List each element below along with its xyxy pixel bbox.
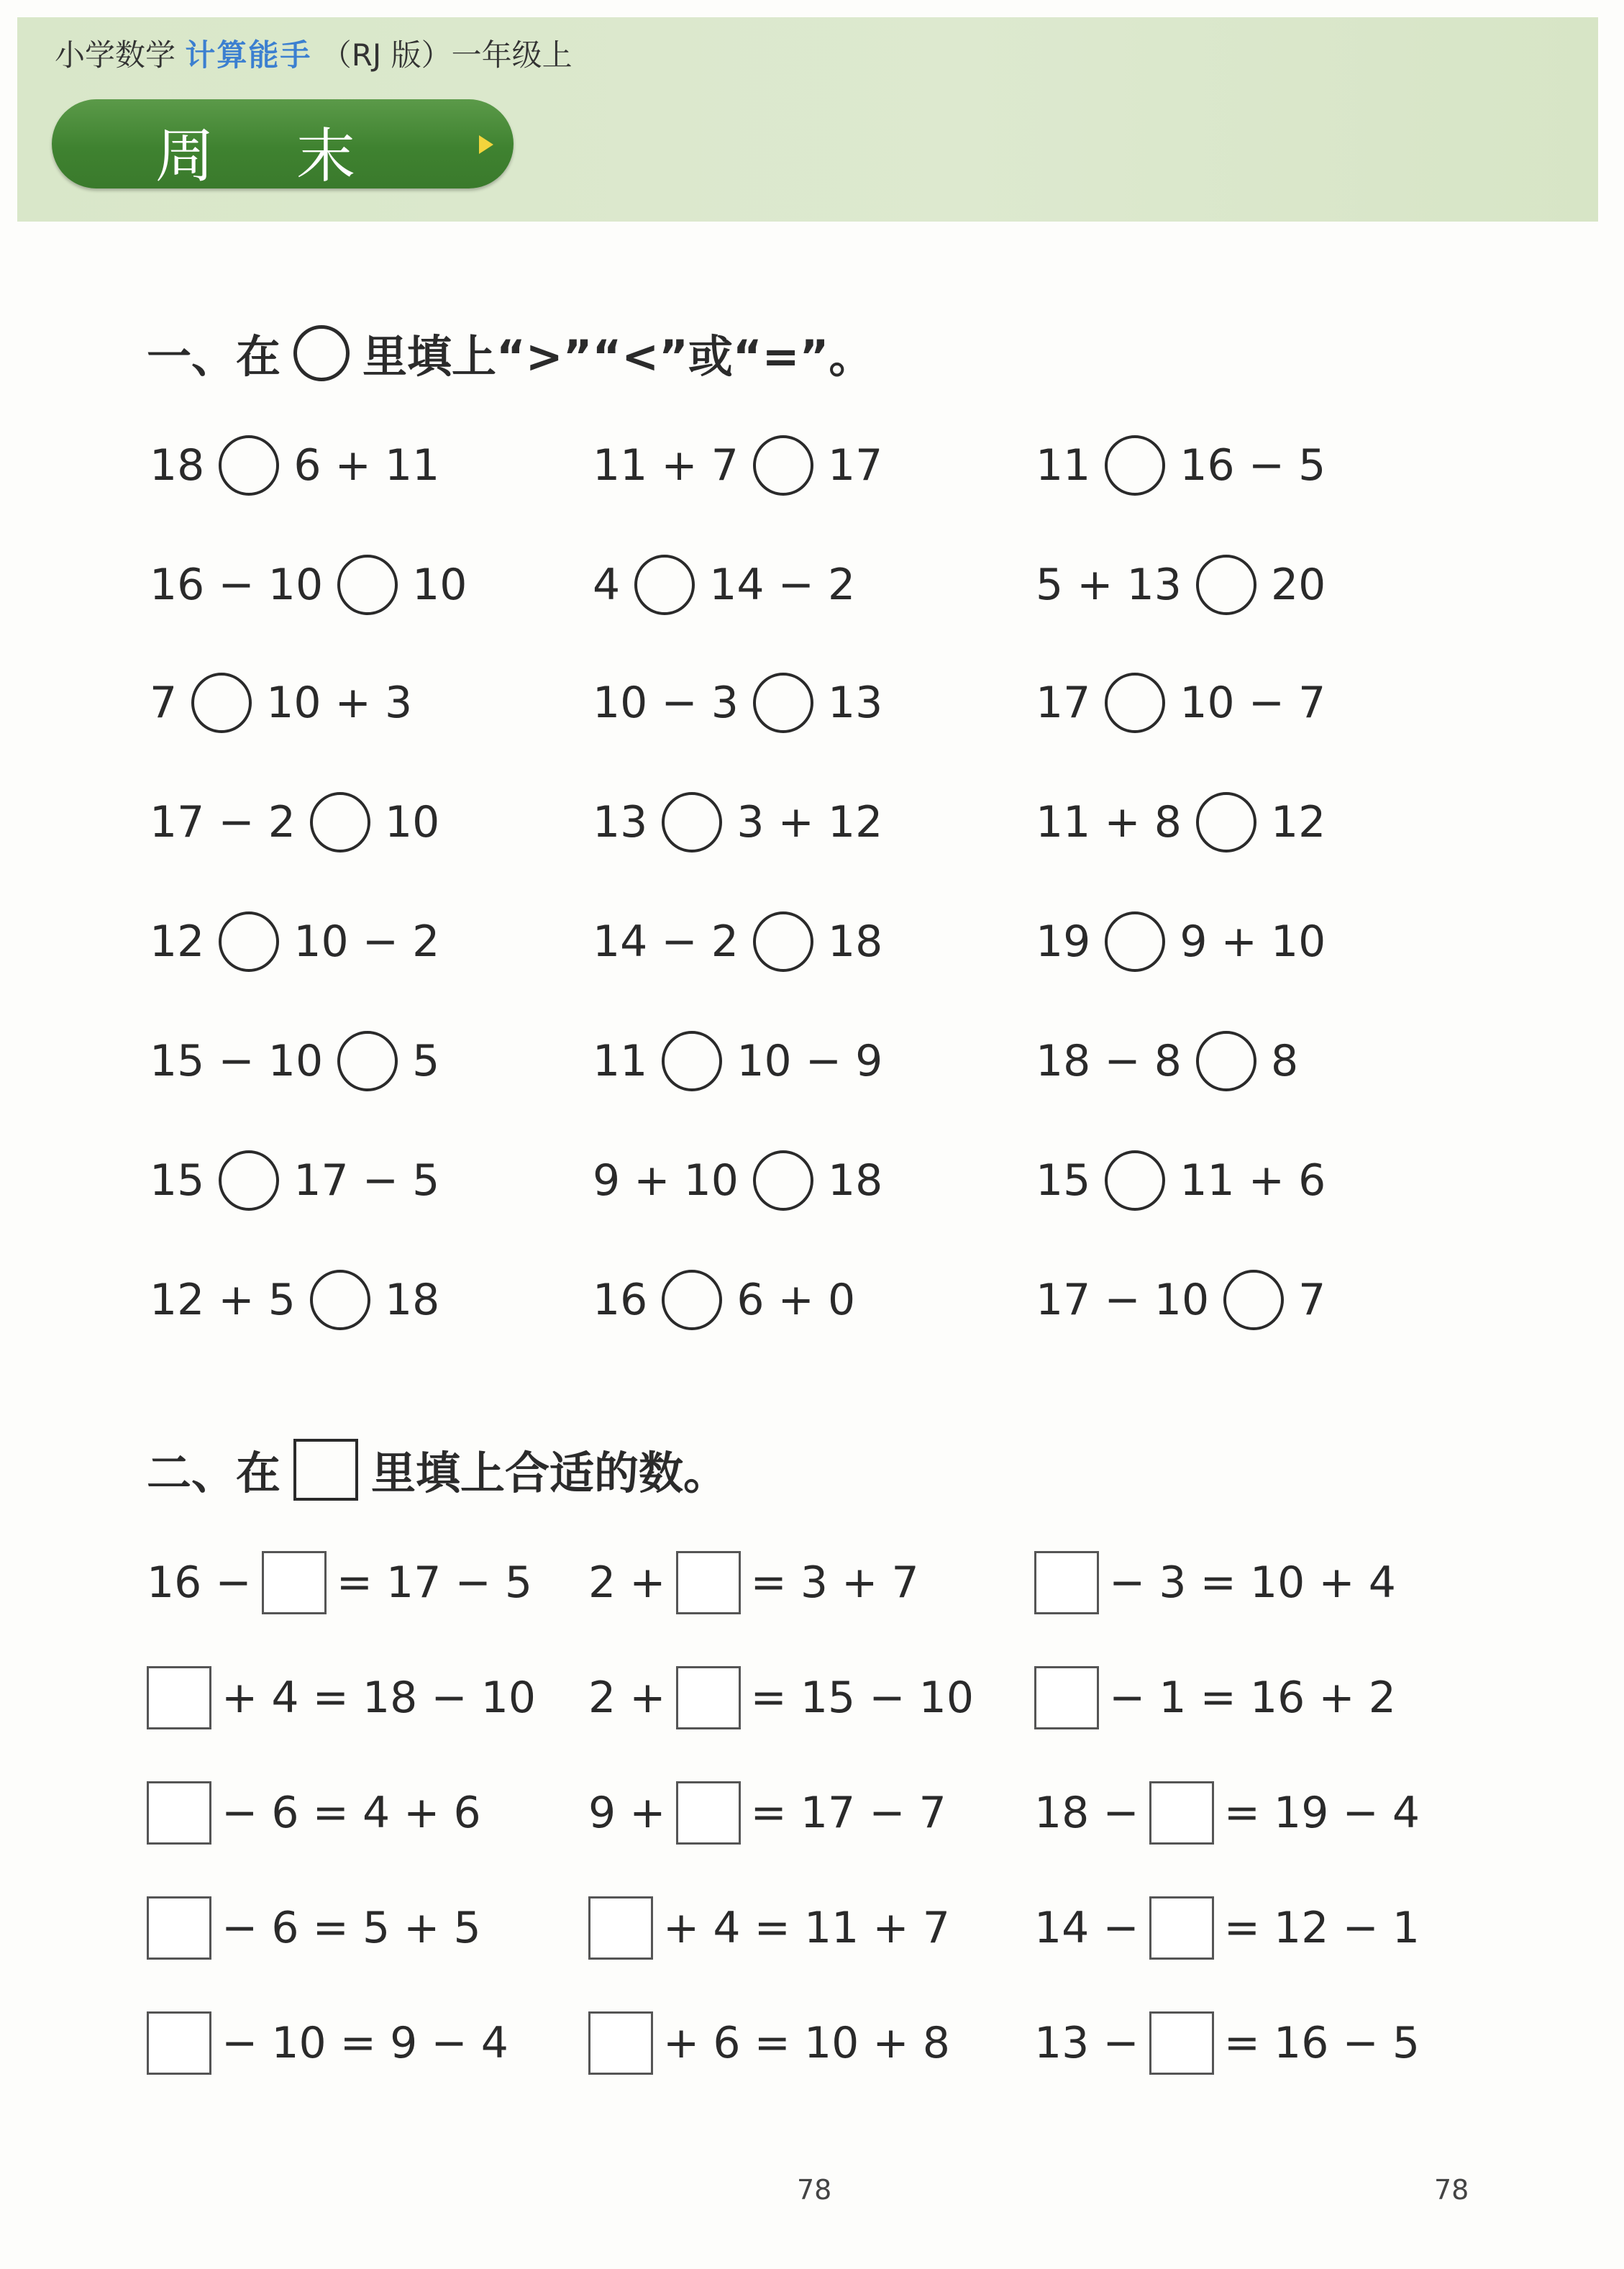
answer-circle[interactable] (1196, 792, 1256, 852)
comparison-right: 9 + 10 (1180, 917, 1326, 967)
comparison-item (593, 670, 882, 735)
comparison-left: 15 (150, 1155, 205, 1206)
answer-box[interactable] (1149, 2011, 1214, 2075)
comparison-right: 18 (827, 1155, 883, 1206)
comparison-left: 17 − 10 (1036, 1275, 1210, 1325)
fill-in-after: − 6 = 5 + 5 (222, 1903, 481, 1953)
comparison-left: 18 − 8 (1036, 1036, 1182, 1086)
comparison-right: 10 − 7 (1180, 678, 1326, 728)
fill-in-item (147, 1548, 532, 1617)
fill-in-item (1034, 1893, 1420, 1963)
fill-in-item (147, 1893, 481, 1963)
comparison-right: 18 (827, 917, 883, 967)
comparison-right: 5 (412, 1036, 440, 1086)
comparison-right: 3 + 12 (736, 797, 883, 847)
comparison-right: 11 + 6 (1180, 1155, 1326, 1206)
answer-box[interactable] (1149, 1896, 1214, 1960)
answer-circle[interactable] (1105, 673, 1165, 733)
comparison-left: 17 − 2 (150, 797, 296, 847)
answer-circle[interactable] (191, 673, 252, 733)
comparison-item (150, 670, 412, 735)
comparison-item (593, 433, 882, 498)
answer-box[interactable] (147, 1896, 211, 1960)
answer-box[interactable] (1034, 1551, 1099, 1614)
page-number: 78 (797, 2174, 832, 2206)
answer-circle[interactable] (219, 435, 279, 496)
comparison-left: 11 + 8 (1036, 797, 1182, 847)
comparison-right: 18 (384, 1275, 440, 1325)
answer-circle[interactable] (662, 1270, 722, 1330)
comparison-item (593, 1029, 882, 1093)
fill-in-after: = 3 + 7 (750, 1558, 919, 1608)
answer-box[interactable] (147, 1666, 211, 1729)
section1-title (147, 321, 873, 385)
comparison-item (150, 1268, 439, 1332)
comparison-right: 10 − 9 (736, 1036, 883, 1086)
comparison-left: 15 (1036, 1155, 1091, 1206)
comparison-item (1036, 553, 1326, 617)
section1-suffix: 里填上“>”“<”或“=”。 (362, 330, 874, 383)
fill-in-after: = 16 − 5 (1223, 2018, 1420, 2068)
section2-title (147, 1437, 728, 1501)
fill-in-item (147, 2009, 508, 2078)
comparison-left: 5 + 13 (1036, 560, 1182, 610)
fill-in-before: 14 − (1034, 1903, 1139, 1953)
answer-circle[interactable] (662, 1031, 722, 1091)
fill-in-after: = 15 − 10 (750, 1673, 974, 1723)
answer-circle[interactable] (1223, 1270, 1284, 1330)
fill-in-before: 18 − (1034, 1788, 1139, 1838)
circle-icon (293, 325, 350, 381)
fill-in-after: = 17 − 5 (336, 1558, 532, 1608)
answer-circle[interactable] (1105, 1150, 1165, 1211)
comparison-left: 17 (1036, 678, 1091, 728)
fill-in-item (1034, 1778, 1420, 1847)
comparison-left: 11 + 7 (593, 440, 739, 491)
fill-in-after: = 17 − 7 (750, 1788, 946, 1838)
comparison-item (150, 1029, 439, 1093)
play-arrow-icon (479, 135, 493, 154)
fill-in-item (588, 1893, 950, 1963)
comparison-item (1036, 670, 1326, 735)
comparison-item (150, 909, 439, 974)
answer-circle[interactable] (219, 911, 279, 972)
comparison-left: 10 − 3 (593, 678, 739, 728)
fill-in-before: 16 − (147, 1558, 252, 1608)
comparison-left: 16 − 10 (150, 560, 324, 610)
answer-circle[interactable] (1105, 911, 1165, 972)
answer-circle[interactable] (634, 555, 695, 615)
answer-circle[interactable] (310, 792, 370, 852)
fill-in-after: − 10 = 9 − 4 (222, 2018, 508, 2068)
answer-box[interactable] (1034, 1666, 1099, 1729)
answer-box[interactable] (588, 1896, 653, 1960)
comparison-item (593, 1268, 855, 1332)
comparison-item (1036, 790, 1326, 855)
comparison-left: 12 + 5 (150, 1275, 296, 1325)
comparison-item (1036, 433, 1326, 498)
fill-in-item (588, 1663, 974, 1732)
fill-in-item (147, 1663, 536, 1732)
comparison-left: 11 (593, 1036, 648, 1086)
comparison-item (1036, 909, 1326, 974)
fill-in-after: + 4 = 11 + 7 (663, 1903, 950, 1953)
comparison-left: 9 + 10 (593, 1155, 739, 1206)
answer-circle[interactable] (1105, 435, 1165, 496)
comparison-right: 10 − 2 (293, 917, 440, 967)
comparison-left: 13 (593, 797, 648, 847)
answer-circle[interactable] (753, 1150, 813, 1211)
comparison-item (150, 790, 439, 855)
section1-prefix: 一、在 (147, 330, 281, 383)
fill-in-item (1034, 1663, 1396, 1732)
comparison-left: 4 (593, 560, 621, 610)
comparison-right: 17 − 5 (293, 1155, 440, 1206)
fill-in-after: + 4 = 18 − 10 (222, 1673, 537, 1723)
fill-in-before: 9 + (588, 1788, 666, 1838)
fill-in-after: + 6 = 10 + 8 (663, 2018, 950, 2068)
comparison-item (593, 553, 855, 617)
fill-in-after: = 19 − 4 (1223, 1788, 1420, 1838)
comparison-item (593, 909, 882, 974)
fill-in-item (147, 1778, 481, 1847)
comparison-left: 16 (593, 1275, 648, 1325)
answer-circle[interactable] (1196, 1031, 1256, 1091)
answer-box[interactable] (147, 1781, 211, 1845)
answer-box[interactable] (1149, 1781, 1214, 1845)
comparison-left: 11 (1036, 440, 1091, 491)
answer-circle[interactable] (1196, 555, 1256, 615)
comparison-right: 17 (827, 440, 883, 491)
comparison-right: 13 (827, 678, 883, 728)
answer-circle[interactable] (753, 435, 813, 496)
answer-box[interactable] (588, 2011, 653, 2075)
comparison-item (1036, 1148, 1326, 1213)
square-icon (293, 1439, 358, 1501)
section-pill-label: 周 末 (155, 122, 388, 191)
comparison-right: 10 + 3 (266, 678, 413, 728)
answer-circle[interactable] (337, 1031, 398, 1091)
fill-in-before: 2 + (588, 1673, 666, 1723)
comparison-item (150, 433, 439, 498)
fill-in-after: − 1 = 16 + 2 (1109, 1673, 1396, 1723)
comparison-right: 7 (1298, 1275, 1326, 1325)
page-number: 78 (1434, 2174, 1469, 2206)
fill-in-item (1034, 2009, 1420, 2078)
comparison-right: 10 (384, 797, 440, 847)
fill-in-item (588, 1548, 919, 1617)
answer-circle[interactable] (753, 673, 813, 733)
comparison-item (593, 790, 882, 855)
comparison-left: 15 − 10 (150, 1036, 324, 1086)
comparison-right: 16 − 5 (1180, 440, 1326, 491)
fill-in-before: 13 − (1034, 2018, 1139, 2068)
comparison-item (150, 1148, 439, 1213)
fill-in-item (588, 1778, 946, 1847)
book-title (55, 32, 572, 75)
book-edition: （RJ 版）一年级上 (321, 37, 572, 73)
section2-prefix: 二、在 (147, 1447, 281, 1499)
answer-circle[interactable] (337, 555, 398, 615)
comparison-right: 8 (1270, 1036, 1299, 1086)
comparison-right: 14 − 2 (709, 560, 856, 610)
book-brand: 计算能手 (185, 37, 312, 73)
comparison-left: 7 (150, 678, 178, 728)
comparison-left: 18 (150, 440, 205, 491)
comparison-left: 12 (150, 917, 205, 967)
comparison-right: 6 + 11 (293, 440, 440, 491)
answer-circle[interactable] (753, 911, 813, 972)
answer-box[interactable] (676, 1551, 741, 1614)
comparison-item (150, 553, 467, 617)
comparison-right: 12 (1270, 797, 1326, 847)
answer-box[interactable] (262, 1551, 327, 1614)
fill-in-after: − 6 = 4 + 6 (222, 1788, 481, 1838)
answer-circle[interactable] (219, 1150, 279, 1211)
comparison-item (593, 1148, 882, 1213)
answer-box[interactable] (147, 2011, 211, 2075)
fill-in-item (1034, 1548, 1396, 1617)
answer-circle[interactable] (662, 792, 722, 852)
book-series: 小学数学 (55, 37, 176, 73)
comparison-left: 14 − 2 (593, 917, 739, 967)
section2-suffix: 里填上合适的数。 (371, 1447, 729, 1499)
answer-circle[interactable] (310, 1270, 370, 1330)
fill-in-after: = 12 − 1 (1223, 1903, 1420, 1953)
fill-in-before: 2 + (588, 1558, 666, 1608)
answer-box[interactable] (676, 1781, 741, 1845)
comparison-item (1036, 1268, 1326, 1332)
answer-box[interactable] (676, 1666, 741, 1729)
fill-in-item (588, 2009, 950, 2078)
fill-in-after: − 3 = 10 + 4 (1109, 1558, 1396, 1608)
comparison-left: 19 (1036, 917, 1091, 967)
comparison-right: 10 (412, 560, 467, 610)
comparison-item (1036, 1029, 1298, 1093)
comparison-right: 20 (1270, 560, 1326, 610)
comparison-right: 6 + 0 (736, 1275, 856, 1325)
